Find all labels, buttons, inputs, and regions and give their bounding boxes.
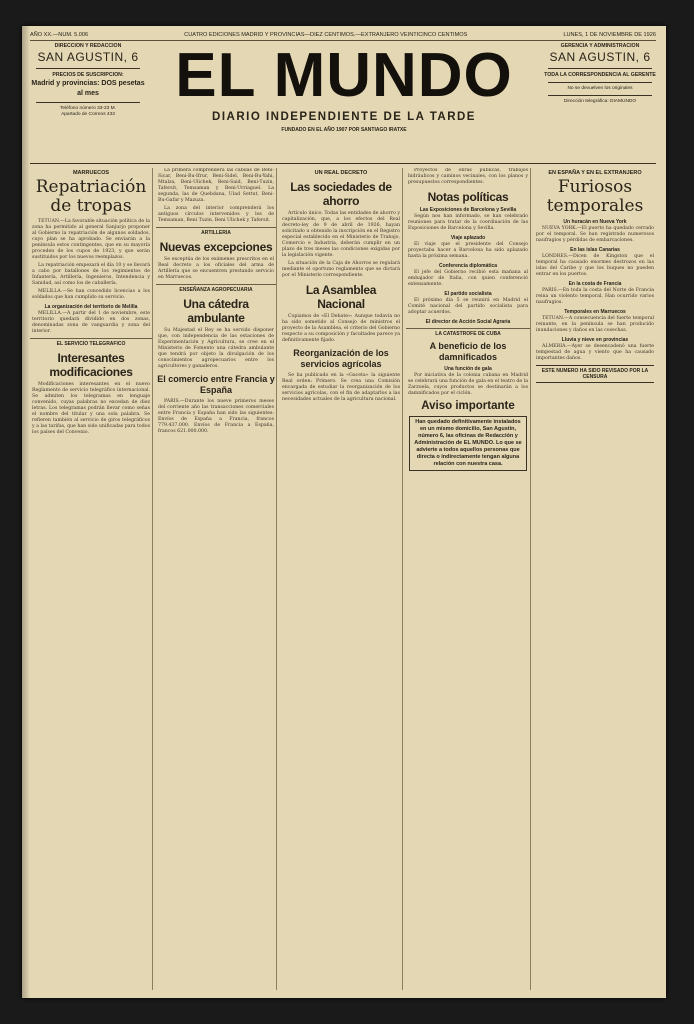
notice-text: Han quedado definitivamente instalados en un mismo domicilio, San Agustín, número 6, las oficinas de Redacción y Administración de EL MUNDO. Lo que se advierte a todos aquellos personas que directa o indirectamente tengan alguna relación con nuestra casa. [414,419,522,467]
col3-paragraph: La situación de la Caja de Ahorros se regulará mediante el oportuno reglamento que se dictará por el Ministerio correspondiente. [282,261,400,278]
masthead [28,43,660,163]
col1-section: EL SERVICIO TELEGRAFICO [30,338,152,347]
page-fold-shadow [22,26,30,998]
price-line: CUATRO EDICIONES MADRID Y PROVINCIAS—DIEZ CENTIMOS.—EXTRANJERO VEINTICINCO CENTIMOS [184,32,468,38]
col5-kicker: EN ESPAÑA Y EN EL EXTRANJERO [548,170,642,176]
col5-subhead: Temporales en Marruecos [564,309,626,315]
right-ear-divider-2 [548,82,652,83]
col5-paragraph: PARIS.—En toda la costa del Norte de Francia reina un violento temporal. Han ocurrido varios naufragios. [536,288,654,305]
col1-headline-2: Interesantes modificaciones [49,351,133,379]
col5-subhead: Un huracán en Nueva York [563,219,627,225]
col4-subhead: Conferencia diplomática [438,263,498,269]
right-ear-label: GERENCIA Y ADMINISTRACION [560,43,640,49]
col5-subhead: Lluvia y nieve en provincias [561,337,629,343]
originals-note: No se devuelven los originales [567,86,633,91]
phone-number: Teléfono número 33-23 M. [60,106,116,111]
left-ear-divider [36,68,140,69]
col3-headline-3: Reorganización de los servicios agrícolas [293,348,389,369]
subscription-label: PRECIOS DE SUSCRIPCION: [52,72,124,78]
left-ear-address: SAN AGUSTIN, 6 [37,50,139,64]
issue-date: LUNES, 1 DE NOVIEMBRE DE 1926 [563,32,656,38]
col5-subhead: En la costa de Francia [568,281,622,287]
left-ear [28,43,148,118]
col1-headline: Repatriación de tropas [35,177,147,216]
col2-section: ARTILLERIA [156,227,276,236]
col1-paragraph: MELILLA.—A partir del 1 de noviembre, este territorio quedará dividido en dos zonas, denominadas zona de vanguardia y zona del interior. [32,311,150,334]
col1-kicker: MARRUECOS [72,170,110,176]
col2-headline-2: Una cátedra ambulante [183,297,249,325]
col4-subhead: El director de Acción Social Agraria [425,319,511,325]
column-5 [534,168,656,990]
col3-headline: Las sociedades de ahorro [290,180,392,208]
founded-line: FUNDADO EN EL AÑO 1907 POR SANTIAGO IRATXE [281,127,407,133]
col5-headline: Furiosos temporales [546,177,644,216]
col3-paragraph: Se ha publicado en la «Gaceta» la siguiente Real orden: Primero. Se crea una Comisión encargada de estudiar la reorganización de los servicios agrícolas, con el fin de adaptarlos a las necesidades actuales de la agricultura nacional. [282,373,400,402]
col3-paragraph: Artículo único. Todas las entidades de ahorro y capitalización, que, a los efectos del Real decreto-ley de 9 de abril de 1926, hayan solicitado u obtenido la inscripción en el Registro especial establecido en el Ministerio de Trabajo, Comercio e Industria, deberán cumplir en un plazo de tres meses las condiciones exigidas por la legislación vigente. [282,211,400,258]
col1-paragraph: Modificaciones interesantes en el nuevo Reglamento de servicio telegráfico internacional. Se admiten los telegramas en lenguaje convenido, cuyas palabras no excedan de diez letras. Los telegramas podrán llevar como señas el nombre del titular y una sola palabra. Se refieren también al servicio de giros telegráficos y a las tarifas, que han sido unificadas para todos los países del Convenio. [32,382,150,435]
col2-headline-3: El comercio entre Francia y España [157,374,275,395]
telegraph-address: Dirección telegráfica: DIAMUNDO [563,99,637,104]
col4-paragraph: Proyectos de obras públicas, trabajos hidráulicos y caminos vecinales, con los planos y presupuestos correspondientes. [408,168,528,185]
left-ear-divider-2 [36,102,140,103]
col4-paragraph: Según nos han informado, se han celebrado reuniones para tratar de la coordinación de las Exposiciones de Barcelona y Sevilla. [408,214,528,231]
column-2 [156,168,277,990]
col4-subhead: Las Exposiciones de Barcelona y Sevilla [419,207,517,213]
col5-paragraph: TETUAN.—A consecuencia del fuerte temporal reinante, en la península se han producido inundaciones y daños en las cosechas. [536,316,654,333]
column-4 [406,168,531,990]
col5-paragraph: ALMERIA.—Ayer se desencadenó una fuerte tempestad de agua y viento que ha causado importantes daños. [536,344,654,361]
col4-paragraph: El próximo día 5 se reunirá en Madrid el Comité nacional del partido socialista para adoptar acuerdos. [408,298,528,315]
masthead-rule [30,163,656,164]
col4-headline-2: A beneficio de los damnificados [429,341,507,362]
col5-paragraph: LONDRES.—Dicen de Kingston que el temporal ha causado enormes destrozos en las islas del Caribe y que los buques no pueden entrar en los puertos. [536,254,654,277]
col4-subhead: Viaje aplazado [450,235,486,241]
notice-box [409,416,527,471]
col4-paragraph: Por iniciativa de la colonia cubana en Madrid se celebrará una función de gala en el teatro de la Zarzuela, cuyos productos se destinarán a los damnificados por el ciclón. [408,373,528,396]
right-ear-address: SAN AGUSTIN, 6 [549,50,651,64]
notice-headline: Aviso importante [421,400,515,412]
col3-headline-2: La Asamblea Nacional [305,283,377,311]
columns [30,168,656,990]
newspaper-page [22,26,666,998]
col1-paragraph: MELILLA.—Se han concedido licencias a los soldados que han cumplido su servicio. [32,289,150,300]
col2-paragraph: PARIS.—Durante los nueve primeros meses del corriente año las transacciones comerciales entre Francia y España han sido las siguientes: Envíos de España a Francia, francos 779.437.000. Envíos de Francia a España, francos 621.000.000. [158,399,274,434]
col4-subhead: Una función de gala [444,366,492,372]
col3-kicker: UN REAL DECRETO [314,170,368,176]
col1-subhead: La organización del territorio de Melilla [44,304,138,310]
col2-section-2: ENSEÑANZA AGROPECUARIA [156,284,276,293]
correspondence-note: TODA LA CORRESPONDENCIA AL GERENTE [544,72,656,78]
postal-box: Apartado de Correos 433 [61,112,115,117]
col2-paragraph: La zona del interior comprenderá los antiguos círculos intervenidos y los de Temsaman, Beni Tuzin, Beni Ulichek y Tafersit. [158,206,274,223]
censorship-note: ESTE NUMERO HA SIDO REVISADO POR LA CENSURA [536,365,654,383]
col2-headline: Nuevas excepciones [159,240,273,254]
subscription-price: Madrid y provincias: DOS pesetas al mes [31,80,145,97]
issue-number: AÑO XX.—NUM. 5.006 [30,32,89,38]
col1-paragraph: La repatriación empezará el día 10 y se llevará a cabo por batallones de los regimientos de Infantería, Artillería, Ingenieros, Intendencia y Sanidad, así como los de caballería. [32,263,150,286]
dateline [30,30,656,41]
left-ear-label: DIRECCION Y REDACCION [54,43,122,49]
col1-paragraph: TETUAN.—La favorable situación política de la zona ha permitido al general Sanjurjo proponer al Gobierno la repatriación de algunos soldados, cuyo plan se ha aprobado. Se enviarán a la península estos contingentes, que en su mayoría proceden de los cupos de 1923, y que serán sustituidos por los nuevos reemplazos. [32,219,150,260]
newspaper-subtitle: DIARIO INDEPENDIENTE DE LA TARDE [212,111,476,123]
newspaper-title: EL MUNDO [175,41,513,110]
right-ear-divider-3 [548,95,652,96]
col2-paragraph: Su Majestad el Rey se ha servido disponer que, con independencia de las estaciones de Experimentación y Agricultura, se cree en el Ministerio de Fomento una cátedra ambulante que tendrá por objeto la divulgación de los conocimientos agropecuarios entre los agricultores y ganaderos. [158,328,274,369]
col5-subhead: En las islas Canarias [570,247,620,253]
col3-paragraph: Copiamos de «El Debate»: Aunque todavía no ha sido sometido al Consejo de ministros el proyecto de la Asamblea, el criterio del Gobierno respecto a su composición y facultades parece ya definitivamente fijado. [282,314,400,343]
col4-section: LA CATASTROFE DE CUBA [406,328,530,337]
col4-headline: Notas políticas [427,190,509,204]
col2-paragraph: La primera comprenderá las cabilas de Beni-Sicar, Beni-Bu-Ifrur, Beni-Sidel, Beni-Bu-Yahi, Mtalza, Beni-Ulichek, Beni-Said, Beni-Tuzin, Tafersit, Temsaman y Beni-Urriaguel. La segunda, las de Quebdana, Ulad Settut, Beni-Bu-Gafar y Mazuza. [158,168,274,203]
col4-subhead: El partido socialista [444,291,492,297]
right-ear-divider [548,68,652,69]
column-1 [30,168,153,990]
col4-paragraph: El viaje que el presidente del Consejo proyectaba hacer a Barcelona ha sido aplazado hasta la próxima semana. [408,242,528,259]
column-3 [280,168,403,990]
col4-paragraph: El jefe del Gobierno recibió esta mañana al embajador de Italia, con quien conferenció extensamente. [408,270,528,287]
col2-paragraph: Se exceptúa de los exámenes prescritos en el Real decreto a los oficiales del arma de Artillería que se encuentren prestando servicio en Marruecos. [158,257,274,280]
col5-paragraph: NUEVA YORK.—El puerto ha quedado cerrado por el temporal. Se han registrado numerosos naufragios y pérdidas de embarcaciones. [536,226,654,243]
right-ear [540,43,660,105]
